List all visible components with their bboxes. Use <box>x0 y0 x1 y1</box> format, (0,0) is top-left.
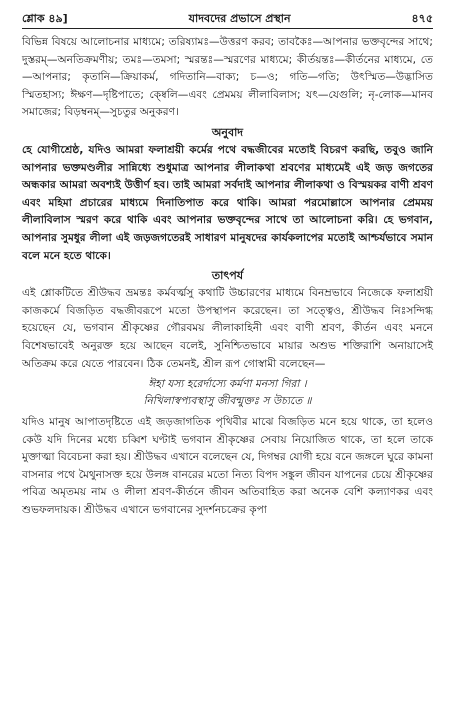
purport-heading: তাৎপর্য <box>211 269 244 283</box>
translation-paragraph: হে যোগীশ্রেষ্ঠ, যদিও আমরা ফলাশ্রয়ী কর্মের পথে বদ্ধজীবের মতোই বিচরণ করছি, তবুও জানি আপনার ভক্তমণ্ডলীর সান্নিধ্যে শুধুমাত্র আপনার লীলাকথা শ্রবণের মাধ্যমেই এই জড় জগতের অন্ধকার আমরা অবশ্যই উত্তীর্ণ হব। তাই আমরা সর্বদাই আপনার লীলাকথা ও বিস্ময়কর বাণী শ্রবণ এবং মহিমা প্রচারের মাধ্যমে দিনাতিপাত করে থাকি। আমরা পরমোল্লাসে আপনার প্রেমময় লীলাবিলাস স্মরণ করে থাকি এবং আপনার ভক্তবৃন্দের সাথে তা আলোচনা করি। হে ভগবান, আপনার সুমধুর লীলা এই জড়জগতেরই সাধারণ মানুষদের কার্যকলাপের মতোই আশ্চর্যভাবে সমান বলে মনে হতে থাকে। <box>22 143 433 262</box>
page-number: ৪৭৫ <box>411 12 433 25</box>
purport-paragraph-1: এই শ্লোকটিতে শ্রীউদ্ধব ভ্রমন্তঃ কর্মবর্ত্মসু কথাটি উচ্চারণের মাধ্যমে বিনম্রভাবে নিজেকে ফলাশ্রয়ী কাজকর্মে বিজড়িত বদ্ধজীবরূপে মতো উপস্থাপন করেছেন। তা সত্ত্বেও, শ্রীউদ্ধব নিঃসন্দিগ্ধ হয়েছেন যে, ভগবান শ্রীকৃষ্ণের গৌরবময় লীলাকাহিনী এবং বাণী শ্রবণ, কীর্তন এবং মননে বিশেষভাবেই অনুরক্ত হয়ে আছেন বলেই, সুনিশ্চিতভাবে মায়ার অশুভ শক্তিরাশি অনায়াসেই অতিক্রম করে যেতে পারবেন। ঠিক তেমনই, শ্রীল রূপ গোস্বামী বলেছেন— <box>22 287 433 370</box>
purport-paragraph-2: যদিও মানুষ আপাতদৃষ্টিতে এই জড়জাগতিক পৃথিবীর মাঝে বিজড়িত মনে হয়ে থাকে, তা হলেও কেউ যদি দিনের মধ্যে চব্বিশ ঘণ্টাই ভগবান শ্রীকৃষ্ণের সেবায় নিয়োজিত থাকে, তা হলে তাকে মুক্তাত্মা বিবেচনা করা হয়। শ্রীউদ্ধব এখানে বলেছেন যে, দিগম্বর যোগী হয়ে বনে জঙ্গলে ঘুরে কামনা বাসনার পথে মৈথুনাসক্ত হয়ে উলঙ্গ বানরের মতো নিত্য বিপদ সঙ্কুল জীবন যাপনের চেয়ে শ্রীকৃষ্ণের পবিত্র অমৃতময় নাম ও লীলা শ্রবণ-কীর্তনে জীবন অতিবাহিত করা অনেক বেশি কল্যাণকর এবং শুভফলদায়ক। শ্রীউদ্ধব এখানে ভগবানের সুদর্শনচক্রের কৃপা <box>22 416 434 517</box>
verse-line-1: ঈহা যস্য হরের্দাস্যে কর্মণা মনসা গিরা । <box>148 378 307 391</box>
translation-heading: অনুবাদ <box>211 125 244 139</box>
chapter-title: যাদবদের প্রভাসে প্রস্থান <box>188 12 291 25</box>
verse-reference: শ্লোক ৪৯] <box>22 12 68 25</box>
running-header <box>22 10 433 26</box>
synonyms-paragraph: বিভিন্ন বিষয়ে আলোচনার মাধ্যমে; তরিষ্যামঃ—উত্তরণ করব; তাবকৈঃ—আপনার ভক্তবৃন্দের সাথে; দুস্তরম্—অনতিক্রমণীয়; তমঃ—তমসা; স্মরন্তঃ—স্মরণের মাধ্যমে; কীর্তয়ন্তঃ—কীর্তনের মাধ্যমে, তে—আপনার; কৃতানি—ক্রিয়াকর্ম, গদিতানি—বাক্য; চ—ও; গতি—গতি; উৎস্মিত—উদ্ভাসিত স্মিতহাস্য; ঈক্ষণ—দৃষ্টিপাতে; ক্ষ্বেলি—এবং প্রেমময় লীলাবিলাস; যৎ—যেগুলি; নৃ-লোক—মানব সমাজের; বিড়ম্বনম্—সুচতুর অনুকরণ। <box>22 36 433 119</box>
verse-line-2: নিখিলাস্বপ্যবস্থাসু জীবন্মুক্তঃ স উচ্যতে ॥ <box>143 395 312 408</box>
quoted-verse <box>22 376 433 410</box>
